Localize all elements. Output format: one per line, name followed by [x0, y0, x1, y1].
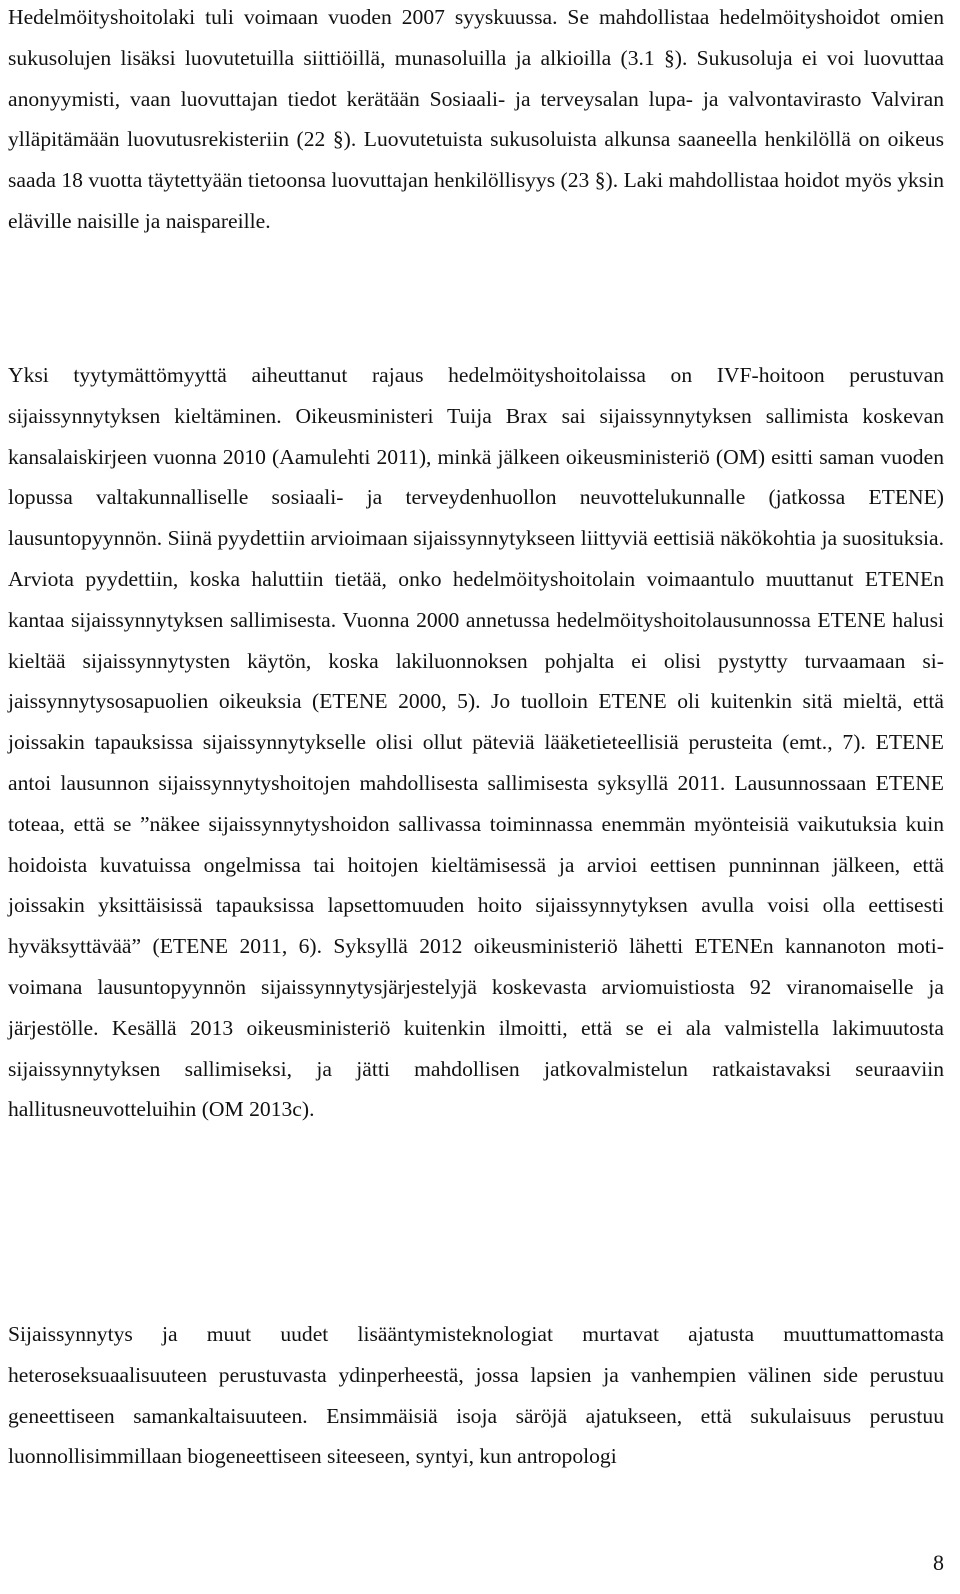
paragraph-fertility-act: Hedelmöityshoitolaki tuli voimaan vuoden 2007 syyskuussa. Se mahdollistaa hedelmöityshoidot omien sukusolujen lisäksi luovutetuilla siittiöillä, munasoluilla ja alkioilla (3.1 §). Sukusoluja ei voi luovuttaa anonyymisti, vaan luovuttajan tiedot kerätään Sosiaali- ja terveysalan lupa- ja valvontavirasto Valviran ylläpitämään luovutusrekisteriin (22 §). Luovutetuista sukusoluista alkunsa saaneella henkilöllä on oikeus saada 18 vuotta täytettyään tietoonsa luovuttajan henkilöllisyys (23 §). Laki mahdollistaa hoidot myös yksin eläville naisille ja naispareille. [8, 5, 944, 233]
page-number: 8 [933, 1550, 944, 1575]
paragraph-surrogacy-ban: Yksi tyytymättömyyttä aiheuttanut rajaus hedelmöityshoitolaissa on IVF-hoitoon perustuvan sijaissynnytyksen kieltäminen. Oikeusministeri Tuija Brax sai sijaissynnytyksen sallimista koskevan kansalaiskirjeen vuonna 2010 (Aamulehti 2011), minkä jälkeen oikeusministeriö (OM) esitti saman vuoden lopussa valtakunnalliselle sosiaali- ja terveydenhuollon neuvottelukunnalle (jatkossa ETENE) lausuntopyynnön. Siinä pyydettiin arvioimaan sijaissynnytykseen liittyviä eettisiä näkökohtia ja suosituksia. Arviota pyydettiin, koska haluttiin tietää, onko hedelmöityshoitolain voimaantulo muuttanut ETENEn kantaa sijaissynnytyksen sallimisesta. Vuonna 2000 annetussa hedelmöityshoitolausunnossa ETENE halusi kieltää sijaissynnytysten käytön, koska lakiluonnoksen pohjalta ei olisi pystytty turvaamaan sijaissynnytysosapuolien oikeuksia (ETENE 2000, 5). Jo tuolloin ETENE oli kuitenkin sitä mieltä, että joissakin tapauksissa sijaissynnytykselle olisi ollut päteviä lääketieteellisiä perusteita (emt., 7). ETENE antoi lausunnon sijaissynnytyshoitojen mahdollisesta sallimisesta syksyllä 2011. Lausunnossaan ETENE toteaa, että se ”näkee sijaissynnytyshoidon sallivassa toiminnassa enemmän myönteisiä vaikutuksia kuin hoidoista kuvatuissa ongelmissa tai hoitojen kieltämisessä ja arvioi eettisen punninnan jälkeen, että joissakin yksittäisissä tapauksissa lapsettomuuden hoito sijaissynnytyksen avulla voisi olla eettisesti hyväksyttävää” (ETENE 2011, 6). Syksyllä 2012 oikeusministeriö lähetti ETENEn kannanoton motivoimana lausuntopyynnön sijaissynnytysjärjestelyjä koskevasta arviomuistiosta 92 viranomaiselle ja järjestölle. Kesällä 2013 oikeusministeriö kuitenkin ilmoitti, että se ei ala valmistella lakimuutosta sijaissynnytyksen sallimiseksi, ja jätti mahdollisen jatkovalmistelun ratkaistavaksi seuraaviin hallitusneuvotteluihin (OM 2013c). [8, 363, 944, 1122]
paragraph-reproductive-technologies: Sijaissynnytys ja muut uudet lisääntymisteknologiat murtavat ajatusta muuttumattomasta heteroseksuaalisuuteen perustuvasta ydinperheestä, jossa lapsien ja vanhempien välinen side perustuu geneettiseen samankaltaisuuteen. Ensimmäisiä isoja säröjä ajatukseen, että sukulaisuus perustuu luonnollisimmillaan biogeneettiseen siteeseen, syntyi, kun antropologi [8, 1322, 944, 1469]
